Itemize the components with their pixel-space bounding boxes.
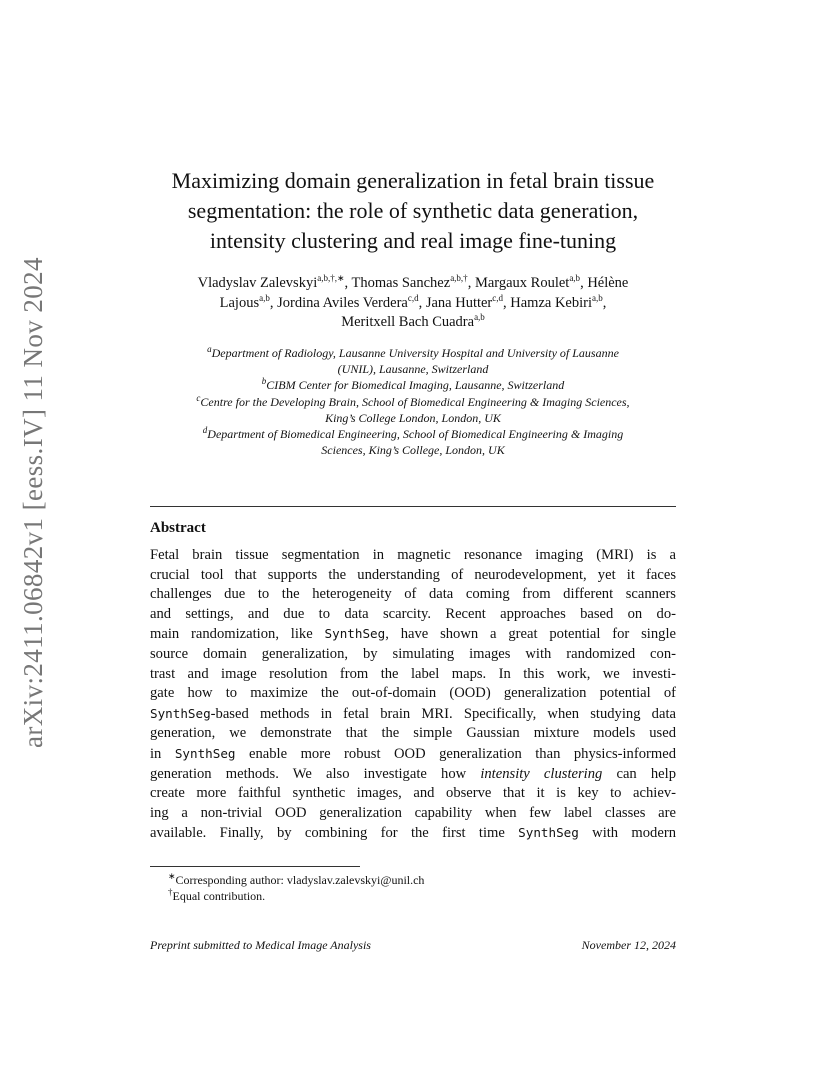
abstract-line: source domain generalization, by simulating images with randomized con-	[150, 645, 676, 662]
footnote-mark: ∗	[168, 871, 176, 881]
author-affil-mark: a,b	[592, 292, 603, 303]
paper-title	[150, 166, 676, 256]
arxiv-identifier: arXiv:2411.06842v1 [eess.IV] 11 Nov 2024	[18, 257, 48, 748]
author-name: Margaux Roulet	[474, 275, 570, 291]
affiliation-c	[150, 394, 676, 410]
affiliation-list	[150, 345, 676, 458]
abstract-text: in	[150, 745, 175, 762]
synthseg-term: SynthSeg	[174, 745, 236, 761]
author-list	[150, 274, 676, 333]
synthseg-term: SynthSeg	[324, 626, 386, 642]
author-affil-mark: a,b,†	[450, 273, 468, 284]
author-name: Thomas Sanchez	[351, 275, 451, 291]
affiliation-d-cont: Sciences, King’s College, London, UK	[321, 443, 505, 458]
footnote-corresponding	[168, 872, 668, 888]
emphasis-term: intensity clustering	[480, 765, 603, 782]
affil-text: CIBM Center for Biomedical Imaging, Lausanne, Switzerland	[266, 378, 565, 393]
abstract-text: can help	[602, 765, 677, 782]
abstract-line: gate how to maximize the out-of-domain (OOD) generalization potential of	[150, 685, 676, 702]
affil-text: Department of Radiology, Lausanne University Hospital and University of Lausanne	[211, 346, 619, 360]
author-name: Lajous	[219, 294, 260, 311]
title-line: Maximizing domain generalization in fetal brain tissue	[171, 168, 655, 193]
abstract-line	[150, 624, 676, 645]
author-name: Jordina Aviles Verdera	[277, 294, 408, 311]
preprint-note: Preprint submitted to Medical Image Analysis	[150, 938, 371, 952]
abstract-line	[150, 744, 676, 765]
author-name: Hamza Kebiri	[510, 294, 592, 311]
author-name: Hélène	[587, 275, 629, 291]
title-line: segmentation: the role of synthetic data generation,	[187, 198, 639, 223]
footnote-text: Corresponding author: vladyslav.zalevskyi@unil.ch	[175, 873, 425, 887]
abstract-line: generation, we demonstrate that the simple Gaussian mixture models used	[150, 725, 676, 742]
title-line: intensity clustering and real image fine-tuning	[209, 228, 617, 253]
preprint-date: November 12, 2024	[581, 938, 676, 952]
abstract-body	[150, 546, 676, 844]
affil-text: Department of Biomedical Engineering, School of Biomedical Engineering & Imaging	[207, 427, 624, 442]
affil-mark: c	[196, 392, 201, 403]
affil-mark: b	[261, 376, 267, 387]
abstract-line: Fetal brain tissue segmentation in magnetic resonance imaging (MRI) is a	[150, 547, 676, 563]
footnotes	[168, 872, 668, 904]
abstract-divider	[150, 506, 676, 507]
affiliation-a-cont: (UNIL), Lausanne, Switzerland	[337, 362, 489, 377]
synthseg-term: SynthSeg	[518, 825, 579, 841]
footnote-divider	[150, 866, 360, 867]
abstract-text: -based methods in fetal brain MRI. Specifically, when studying data	[210, 705, 676, 722]
abstract-line	[150, 765, 676, 785]
author-name: Meritxell Bach Cuadra	[341, 314, 475, 330]
affiliation-b	[150, 377, 676, 393]
abstract-line: and settings, and due to data scarcity. Recent approaches based on do-	[150, 605, 676, 622]
affil-mark: a	[207, 344, 212, 354]
author-affil-mark: c,d	[407, 292, 419, 303]
abstract-text: with modern	[578, 825, 676, 842]
abstract-heading: Abstract	[150, 520, 206, 536]
footnote-equal	[168, 888, 668, 904]
abstract-text: generation methods. We also investigate how	[150, 765, 481, 782]
affiliation-a	[150, 345, 676, 361]
author-line	[150, 313, 676, 333]
abstract-text: main randomization, like	[150, 626, 325, 643]
author-affil-mark: a,b	[259, 292, 270, 303]
abstract-line: ing a non-trivial OOD generalization capability when few label classes are	[150, 804, 676, 821]
author-line: Lajous$^{a,b}$, Jordina Aviles Verdera$^{c,d}$, Jana Hutter$^{c,d}$, Hamza Kebiri$^{a,b}$,	[219, 292, 607, 311]
abstract-text: available. Finally, by combining for the first time	[150, 825, 519, 842]
affiliation-d	[150, 426, 676, 442]
author-affil-mark: a,b,†,∗	[317, 273, 345, 284]
abstract-line: crucial tool that supports the understanding of neurodevelopment, yet it faces	[150, 566, 676, 583]
abstract-line: create more faithful synthetic images, and observe that it is key to achiev-	[150, 785, 676, 802]
abstract-line: trast and image resolution from the label maps. In this work, we investi-	[150, 665, 676, 682]
affiliation-c-cont: King’s College London, London, UK	[325, 410, 501, 425]
footnote-mark: †	[168, 887, 173, 897]
abstract-text: enable more robust OOD generalization than physics-informed	[235, 745, 677, 762]
author-affil-mark: a,b	[474, 312, 485, 323]
author-name: Vladyslav Zalevskyi	[197, 275, 318, 291]
abstract-line: challenges due to the heterogeneity of data coming from different scanners	[150, 586, 676, 603]
author-affil-mark: c,d	[492, 292, 504, 303]
author-line: Vladyslav Zalevskyi$^{a,b,\dagger,∗}$, Thomas Sanchez$^{a,b,\dagger}$, Margaux Roulet$^{a,b}$, Hélène	[197, 273, 629, 291]
abstract-line	[150, 704, 676, 725]
abstract-text: , have shown a great potential for single	[385, 626, 676, 643]
synthseg-term: SynthSeg	[150, 705, 211, 721]
author-affil-mark: a,b	[569, 273, 581, 284]
abstract-line	[150, 823, 676, 844]
affil-text: Centre for the Developing Brain, School of Biomedical Engineering & Imaging Sciences,	[200, 394, 630, 409]
author-name: Jana Hutter	[425, 294, 493, 311]
affil-mark: d	[202, 425, 208, 436]
footnote-text: Equal contribution.	[172, 889, 266, 903]
